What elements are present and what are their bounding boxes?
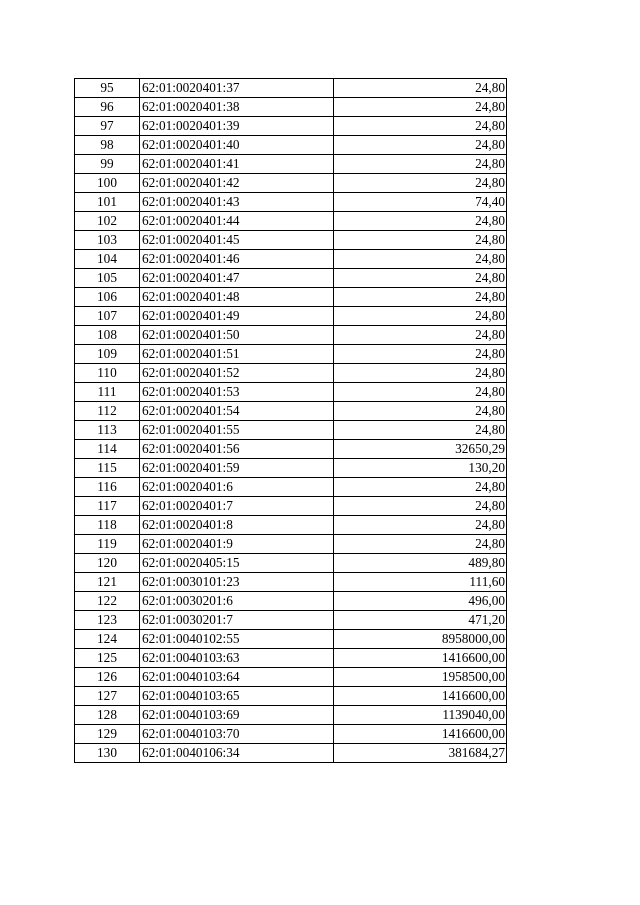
table-row: [75, 668, 507, 687]
table-row: [75, 725, 507, 744]
cadastral-number-cell: 62:01:0020401:9: [140, 535, 334, 554]
value-cell: 24,80: [334, 269, 507, 288]
value-cell: 24,80: [334, 155, 507, 174]
value-cell: 24,80: [334, 345, 507, 364]
value-cell: 24,80: [334, 212, 507, 231]
value-cell: 1416600,00: [334, 687, 507, 706]
row-number-cell: 112: [75, 402, 140, 421]
cadastral-number-cell: 62:01:0020401:50: [140, 326, 334, 345]
row-number-cell: 105: [75, 269, 140, 288]
row-number-cell: 130: [75, 744, 140, 763]
table-row: [75, 174, 507, 193]
row-number-cell: 119: [75, 535, 140, 554]
table-row: [75, 592, 507, 611]
row-number-cell: 116: [75, 478, 140, 497]
row-number-cell: 117: [75, 497, 140, 516]
table-row: [75, 364, 507, 383]
row-number-cell: 103: [75, 231, 140, 250]
table-row: [75, 231, 507, 250]
cadastral-number-cell: 62:01:0020401:39: [140, 117, 334, 136]
table-row: [75, 573, 507, 592]
value-cell: 24,80: [334, 288, 507, 307]
value-cell: 24,80: [334, 136, 507, 155]
cadastral-number-cell: 62:01:0020401:41: [140, 155, 334, 174]
table-row: [75, 98, 507, 117]
cadastral-number-cell: 62:01:0020401:37: [140, 79, 334, 98]
table-row: [75, 117, 507, 136]
cadastral-number-cell: 62:01:0030201:7: [140, 611, 334, 630]
row-number-cell: 106: [75, 288, 140, 307]
table-row: [75, 402, 507, 421]
row-number-cell: 100: [75, 174, 140, 193]
row-number-cell: 95: [75, 79, 140, 98]
value-cell: 24,80: [334, 231, 507, 250]
cadastral-number-cell: 62:01:0020401:48: [140, 288, 334, 307]
cadastral-number-cell: 62:01:0040103:65: [140, 687, 334, 706]
table-row: [75, 193, 507, 212]
cadastral-number-cell: 62:01:0020401:44: [140, 212, 334, 231]
table-row: [75, 79, 507, 98]
row-number-cell: 129: [75, 725, 140, 744]
value-cell: 24,80: [334, 402, 507, 421]
value-cell: 489,80: [334, 554, 507, 573]
cadastral-number-cell: 62:01:0020401:59: [140, 459, 334, 478]
table-row: [75, 440, 507, 459]
value-cell: 24,80: [334, 307, 507, 326]
value-cell: 32650,29: [334, 440, 507, 459]
row-number-cell: 110: [75, 364, 140, 383]
cadastral-table-body: [75, 79, 507, 763]
row-number-cell: 108: [75, 326, 140, 345]
cadastral-number-cell: 62:01:0020401:52: [140, 364, 334, 383]
value-cell: 24,80: [334, 497, 507, 516]
value-cell: 24,80: [334, 250, 507, 269]
row-number-cell: 109: [75, 345, 140, 364]
cadastral-number-cell: 62:01:0020401:40: [140, 136, 334, 155]
table-row: [75, 345, 507, 364]
cadastral-number-cell: 62:01:0020401:45: [140, 231, 334, 250]
row-number-cell: 102: [75, 212, 140, 231]
table-row: [75, 744, 507, 763]
table-row: [75, 516, 507, 535]
value-cell: 1139040,00: [334, 706, 507, 725]
row-number-cell: 120: [75, 554, 140, 573]
cadastral-number-cell: 62:01:0020401:53: [140, 383, 334, 402]
table-row: [75, 478, 507, 497]
cadastral-number-cell: 62:01:0020401:55: [140, 421, 334, 440]
value-cell: 1416600,00: [334, 725, 507, 744]
cadastral-number-cell: 62:01:0020401:7: [140, 497, 334, 516]
table-row: [75, 611, 507, 630]
cadastral-number-cell: 62:01:0020401:51: [140, 345, 334, 364]
row-number-cell: 121: [75, 573, 140, 592]
table-row: [75, 383, 507, 402]
cadastral-number-cell: 62:01:0020401:49: [140, 307, 334, 326]
row-number-cell: 127: [75, 687, 140, 706]
value-cell: 24,80: [334, 535, 507, 554]
value-cell: 24,80: [334, 98, 507, 117]
row-number-cell: 123: [75, 611, 140, 630]
table-row: [75, 212, 507, 231]
value-cell: 1416600,00: [334, 649, 507, 668]
row-number-cell: 114: [75, 440, 140, 459]
cadastral-number-cell: 62:01:0030101:23: [140, 573, 334, 592]
value-cell: 496,00: [334, 592, 507, 611]
table-row: [75, 326, 507, 345]
table-row: [75, 136, 507, 155]
cadastral-number-cell: 62:01:0020405:15: [140, 554, 334, 573]
value-cell: 111,60: [334, 573, 507, 592]
cadastral-number-cell: 62:01:0040103:69: [140, 706, 334, 725]
value-cell: 24,80: [334, 478, 507, 497]
value-cell: 1958500,00: [334, 668, 507, 687]
table-row: [75, 554, 507, 573]
table-row: [75, 288, 507, 307]
table-row: [75, 307, 507, 326]
table-row: [75, 535, 507, 554]
row-number-cell: 99: [75, 155, 140, 174]
table-row: [75, 497, 507, 516]
row-number-cell: 126: [75, 668, 140, 687]
row-number-cell: 113: [75, 421, 140, 440]
cadastral-number-cell: 62:01:0040103:63: [140, 649, 334, 668]
cadastral-number-cell: 62:01:0020401:6: [140, 478, 334, 497]
value-cell: 24,80: [334, 117, 507, 136]
cadastral-number-cell: 62:01:0040103:64: [140, 668, 334, 687]
cadastral-number-cell: 62:01:0020401:38: [140, 98, 334, 117]
cadastral-number-cell: 62:01:0030201:6: [140, 592, 334, 611]
value-cell: 24,80: [334, 516, 507, 535]
value-cell: 24,80: [334, 79, 507, 98]
table-row: [75, 250, 507, 269]
row-number-cell: 118: [75, 516, 140, 535]
row-number-cell: 125: [75, 649, 140, 668]
value-cell: 471,20: [334, 611, 507, 630]
row-number-cell: 96: [75, 98, 140, 117]
row-number-cell: 124: [75, 630, 140, 649]
row-number-cell: 107: [75, 307, 140, 326]
cadastral-number-cell: 62:01:0020401:46: [140, 250, 334, 269]
table-row: [75, 630, 507, 649]
row-number-cell: 128: [75, 706, 140, 725]
cadastral-number-cell: 62:01:0020401:47: [140, 269, 334, 288]
cadastral-number-cell: 62:01:0040102:55: [140, 630, 334, 649]
cadastral-number-cell: 62:01:0040103:70: [140, 725, 334, 744]
cadastral-number-cell: 62:01:0020401:42: [140, 174, 334, 193]
cadastral-number-cell: 62:01:0020401:43: [140, 193, 334, 212]
cadastral-number-cell: 62:01:0020401:8: [140, 516, 334, 535]
value-cell: 8958000,00: [334, 630, 507, 649]
row-number-cell: 98: [75, 136, 140, 155]
table-row: [75, 687, 507, 706]
table-row: [75, 421, 507, 440]
row-number-cell: 101: [75, 193, 140, 212]
value-cell: 24,80: [334, 364, 507, 383]
table-row: [75, 459, 507, 478]
cadastral-table: [74, 78, 507, 763]
value-cell: 24,80: [334, 326, 507, 345]
value-cell: 24,80: [334, 383, 507, 402]
value-cell: 24,80: [334, 174, 507, 193]
row-number-cell: 111: [75, 383, 140, 402]
row-number-cell: 115: [75, 459, 140, 478]
table-row: [75, 155, 507, 174]
table-row: [75, 269, 507, 288]
value-cell: 381684,27: [334, 744, 507, 763]
value-cell: 74,40: [334, 193, 507, 212]
row-number-cell: 104: [75, 250, 140, 269]
cadastral-number-cell: 62:01:0040106:34: [140, 744, 334, 763]
table-row: [75, 706, 507, 725]
table-row: [75, 649, 507, 668]
value-cell: 130,20: [334, 459, 507, 478]
row-number-cell: 97: [75, 117, 140, 136]
cadastral-number-cell: 62:01:0020401:56: [140, 440, 334, 459]
row-number-cell: 122: [75, 592, 140, 611]
value-cell: 24,80: [334, 421, 507, 440]
cadastral-number-cell: 62:01:0020401:54: [140, 402, 334, 421]
